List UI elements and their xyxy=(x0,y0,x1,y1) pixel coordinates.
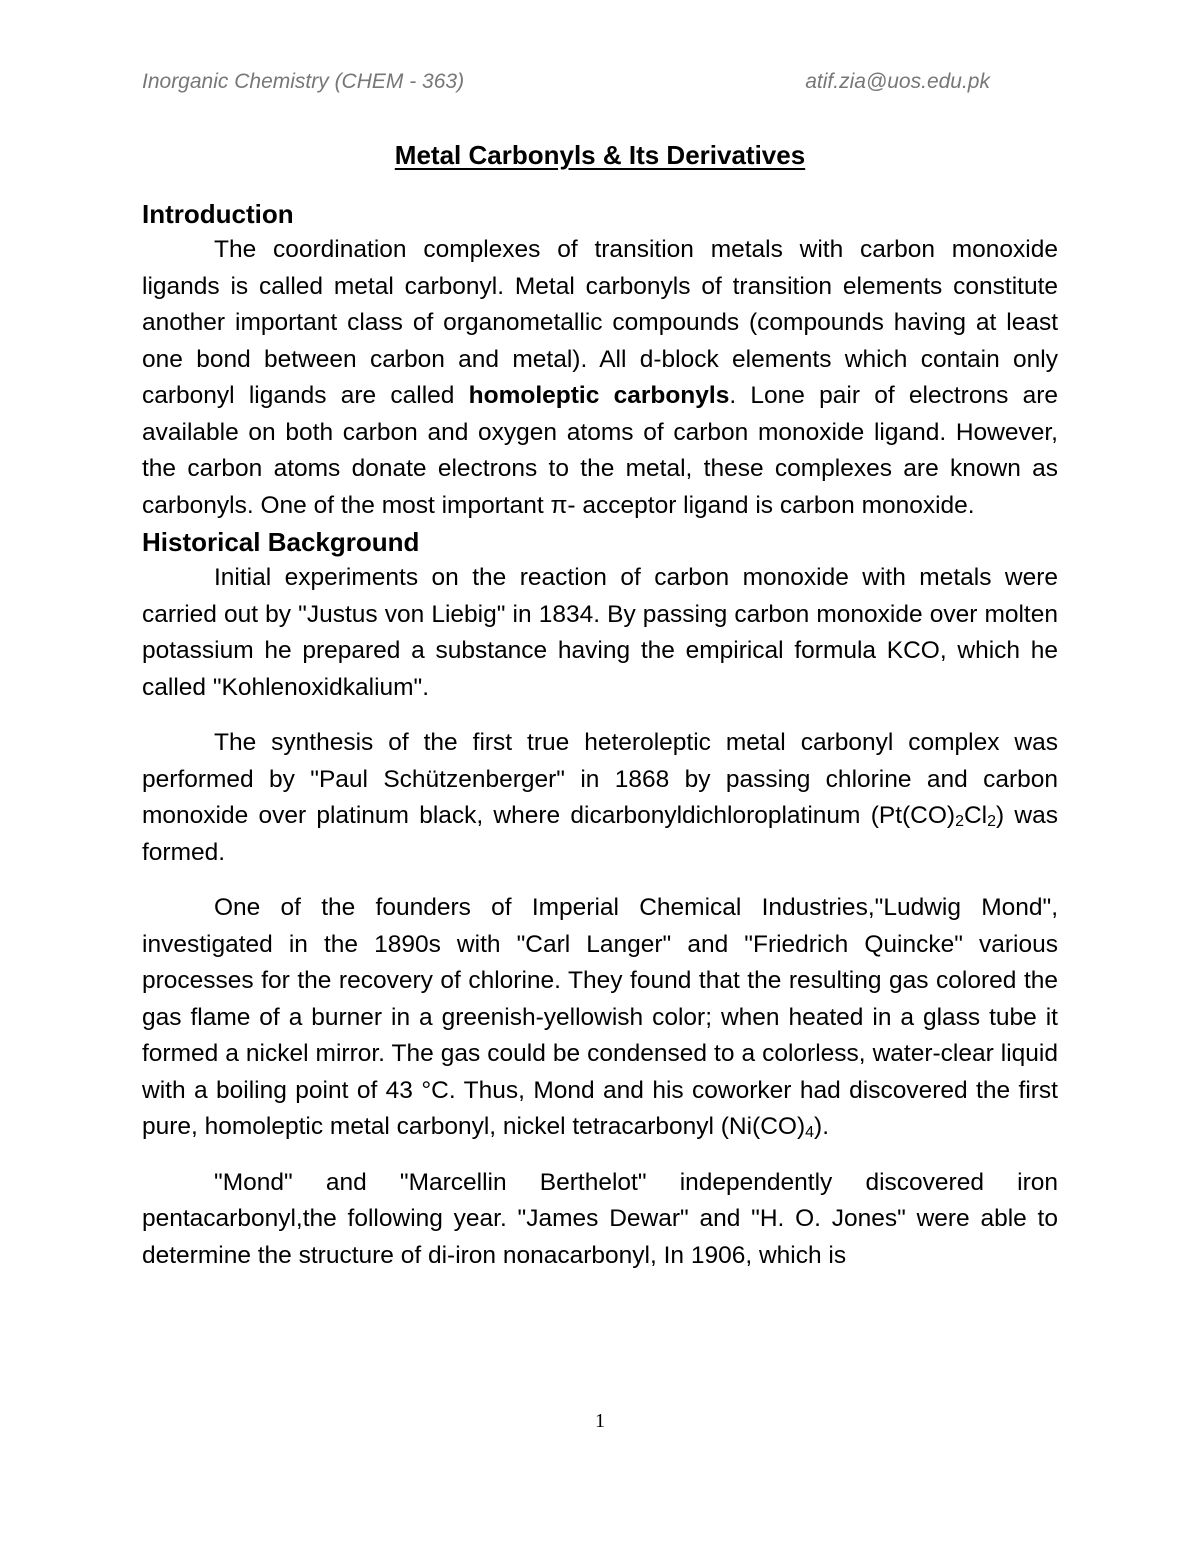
history-paragraph-4: "Mond" and "Marcellin Berthelot" independently discovered iron pentacarbonyl,the following year. "James Dewar" and "H. O. Jones" were able to determine the structure of di-iron nonacarbonyl, In 1906, which is xyxy=(142,1168,1058,1269)
history-p2-chlorine: Cl xyxy=(963,802,988,829)
history-paragraph-1: Initial experiments on the reaction of carbon monoxide with metals were carried out by "Justus von Liebig" in 1834. By passing carbon monoxide over molten potassium he prepared a substance having the empirical formula KCO, which he called "Kohlenoxidkalium". xyxy=(142,564,1058,701)
introduction-paragraph xyxy=(142,232,1058,524)
intro-bold-term: homoleptic carbonyls xyxy=(468,382,730,409)
page-number: 1 xyxy=(595,1410,605,1432)
history-p3-text-1: One of the founders of Imperial Chemical Industries,"Ludwig Mond", investigated in the 1890s with "Carl Langer" and "Friedrich Quincke" various processes for the recovery of chlorine. They found that the resulting gas colored the gas flame of a burner in a greenish-yellowish color; when heated in a glass tube it formed a nickel mirror. The gas could be condensed to a colorless, water-clear liquid with a boiling point of 43 °C. Thus, Mond and his coworker had discovered the first pure, homoleptic metal carbonyl, nickel tetracarbonyl (Ni(CO) xyxy=(142,894,1058,1140)
subscript: 4 xyxy=(805,1124,815,1141)
section-heading-history: Historical Background xyxy=(142,527,420,557)
running-header xyxy=(142,70,990,100)
paragraph-spacer xyxy=(142,706,1058,725)
section-heading-introduction: Introduction xyxy=(142,199,294,229)
history-p3-text-2: ). xyxy=(814,1113,829,1140)
course-title: Inorganic Chemistry (CHEM - 363) xyxy=(142,70,465,93)
history-paragraph-2 xyxy=(142,725,1058,871)
paragraph-spacer xyxy=(142,1146,1058,1165)
subscript: 2 xyxy=(955,813,964,830)
intro-text-2: . Lone pair of electrons are available on both carbon and oxygen atoms of carbon monoxide ligand. However, the carbon atoms donate electrons to the metal, these complexes are known as carbonyls. One of the most important π- acceptor ligand is carbon monoxide. xyxy=(142,382,1059,519)
history-p2-text-2: ) was formed. xyxy=(142,802,1058,866)
intro-text-1: The coordination complexes of transition metals with carbon monoxide ligands is called metal carbonyl. Metal carbonyls of transition elements constitute another important class of organometallic compounds (compounds having at least one bond between carbon and metal). All d-block elements which contain only carbonyl ligands are called xyxy=(142,236,1058,409)
document-title: Metal Carbonyls & Its Derivatives xyxy=(394,140,806,170)
history-p2-text-1: The synthesis of the first true heteroleptic metal carbonyl complex was performed by "Paul Schützenberger" in 1868 by passing chlorine and carbon monoxide over platinum black, where dicarbonyldichloroplatinum (Pt(CO) xyxy=(142,729,1058,829)
paragraph-spacer xyxy=(142,871,1058,890)
document-body xyxy=(142,196,1058,1274)
author-email: atif.zia@uos.edu.pk xyxy=(805,70,990,93)
subscript: 2 xyxy=(987,813,997,830)
history-paragraph-3 xyxy=(142,890,1058,1146)
